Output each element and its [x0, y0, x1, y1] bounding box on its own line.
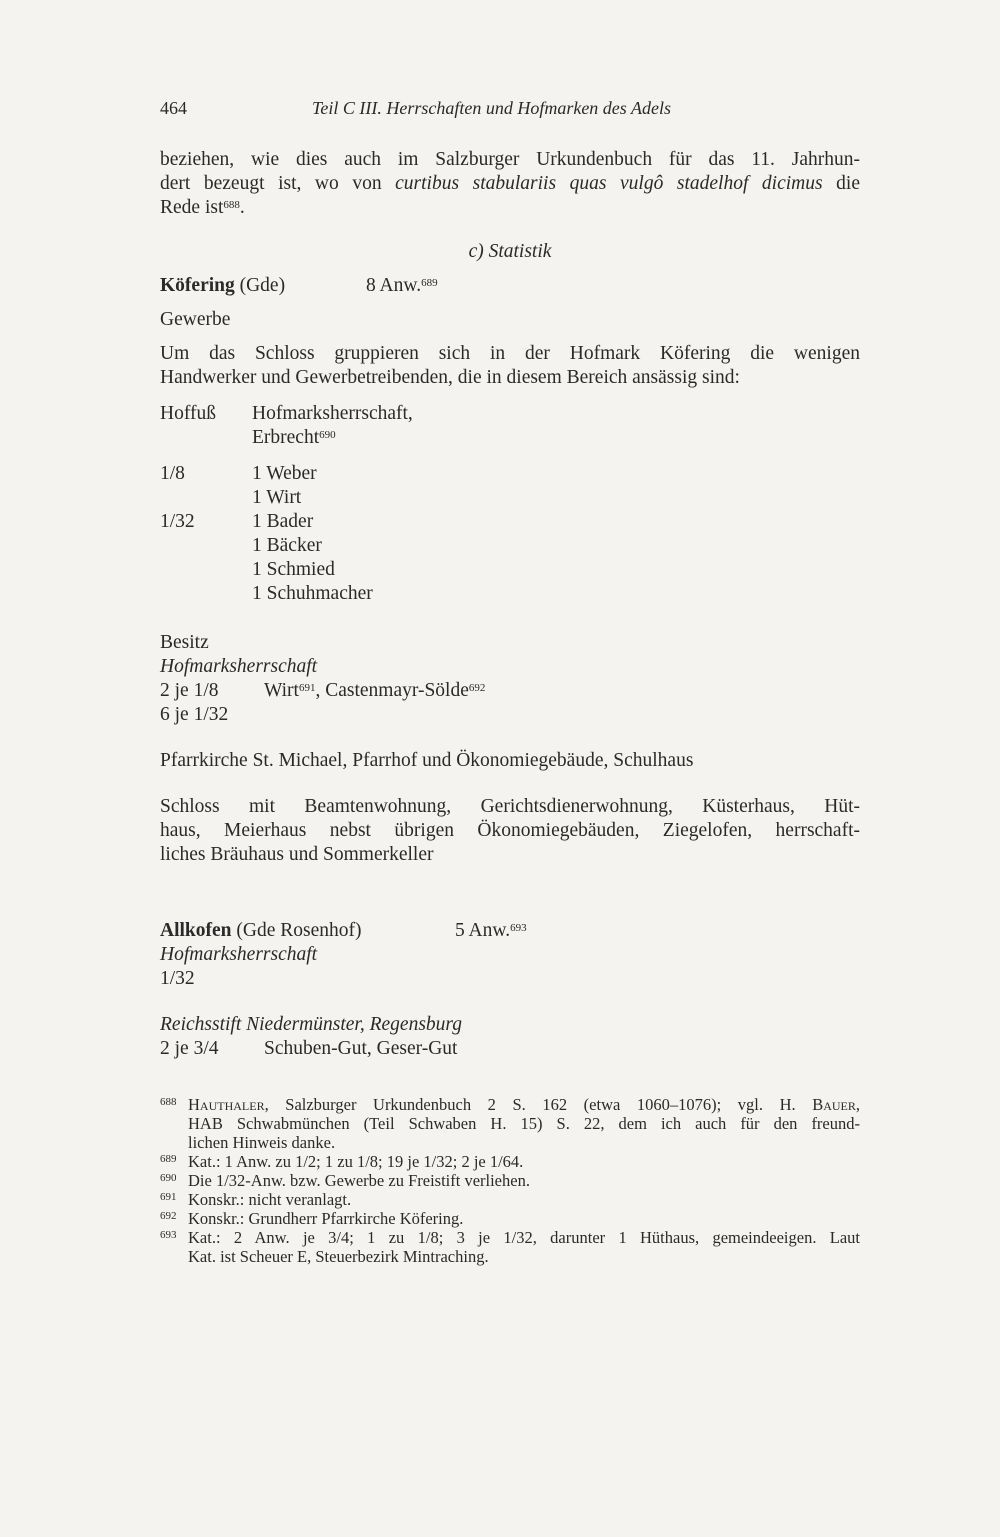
place-name: Allkofen: [160, 920, 232, 941]
footnote-688: 688 Hauthaler, Salzburger Urkundenbuch 2 S. 162 (etwa 1060–1076); vgl. H. Bauer, HAB Schwabmünchen (Teil Schwaben H. 15) S. 22, dem ich auch für den freund- lichen Hinweis danke.: [160, 1095, 860, 1152]
footnote-ref[interactable]: 690: [319, 429, 336, 441]
table-row: 1 Schmied: [252, 559, 335, 580]
intro-paragraph: [160, 148, 860, 220]
gewerbe-label: Gewerbe: [160, 309, 231, 330]
hoffuss-row: Hoffuß Hofmarksherrschaft,: [160, 403, 413, 424]
gewerbe-paragraph: Um das Schloss gruppieren sich in der Hofmark Köfering die wenigen Handwerker und Gewerbetreibenden, die in diesem Bereich ansässig sind:: [160, 343, 860, 388]
besitz-label: Besitz: [160, 632, 209, 653]
table-row: 1 Wirt: [252, 487, 302, 508]
holding-row: 2 je 1/8 Wirt$^{691}$, Castenmayr-Sölde$^{692}$: [160, 680, 486, 701]
koefering-heading: Köfering (Gde) 8 Anw.$^{689}$: [160, 275, 438, 296]
schloss-paragraph: Schloss mit Beamtenwohnung, Gerichtsdienerwohnung, Küsterhaus, Hüt- haus, Meierhaus nebst übrigen Ökonomiegebäuden, Ziegelofen, herrschaft- liches Bräuhaus und Sommerkeller: [160, 796, 860, 865]
holding-row: 2 je 3/4 Schuben-Gut, Geser-Gut: [160, 1038, 458, 1059]
church-line: Pfarrkirche St. Michael, Pfarrhof und Ökonomiegebäude, Schulhaus: [160, 750, 694, 771]
table-row: 1/32 1 Bader: [160, 511, 314, 532]
trades-table: [160, 462, 860, 606]
intro-line-2: dert bezeugt ist, wo von curtibus stabulariis quas vulgô stadelhof dicimus die: [160, 173, 860, 194]
holding-row: 6 je 1/32: [160, 704, 229, 725]
owner-name: Hofmarksherrschaft: [160, 944, 318, 965]
hoffuss-row-2: Erbrecht$^{690}$: [252, 427, 336, 448]
footnote-690: 690 Die 1/32-Anw. bzw. Gewerbe zu Freistift verliehen.: [160, 1171, 530, 1190]
footnote-689: 689 Kat.: 1 Anw. zu 1/2; 1 zu 1/8; 19 je 1/32; 2 je 1/64.: [160, 1152, 524, 1171]
footnote-ref[interactable]: 691: [298, 682, 316, 694]
footnote-ref[interactable]: 689: [421, 277, 438, 289]
page-header: [160, 96, 860, 120]
owner-name: Hofmarksherrschaft: [160, 656, 318, 677]
running-title: Teil C III. Herrschaften und Hofmarken des Adels: [312, 98, 671, 118]
table-row: 1/8 1 Weber: [160, 463, 317, 484]
intro-line-1: beziehen, wie dies auch im Salzburger Urkundenbuch für das 11. Jahrhun-: [160, 149, 860, 170]
owner-size: 1/32: [160, 968, 195, 989]
section-heading: c) Statistik: [468, 241, 552, 262]
footnote-ref[interactable]: 688: [223, 199, 240, 211]
document-page: [160, 96, 860, 1266]
footnote-693: 693 Kat.: 2 Anw. je 3/4; 1 zu 1/8; 3 je 1/32, darunter 1 Hüthaus, gemeindeeigen. Laut Kat. ist Scheuer E, Steuerbezirk Mintraching.: [160, 1228, 860, 1266]
footnote-ref[interactable]: 692: [468, 682, 486, 694]
allkofen-heading: Allkofen (Gde Rosenhof) 5 Anw.$^{693}$: [160, 920, 527, 941]
page-number: 464: [160, 98, 187, 118]
footnotes: [160, 1095, 860, 1266]
footnote-ref[interactable]: 693: [510, 922, 527, 934]
intro-line-3: Rede ist$^{688}$.: [160, 197, 245, 218]
footnote-692: 692 Konskr.: Grundherr Pfarrkirche Köfering.: [160, 1209, 464, 1228]
table-row: 1 Schuhmacher: [252, 583, 373, 604]
place-name: Köfering: [160, 275, 235, 296]
table-row: 1 Bäcker: [252, 535, 322, 556]
footnote-691: 691 Konskr.: nicht veranlagt.: [160, 1190, 352, 1209]
owner-name: Reichsstift Niedermünster, Regensburg: [160, 1014, 463, 1035]
